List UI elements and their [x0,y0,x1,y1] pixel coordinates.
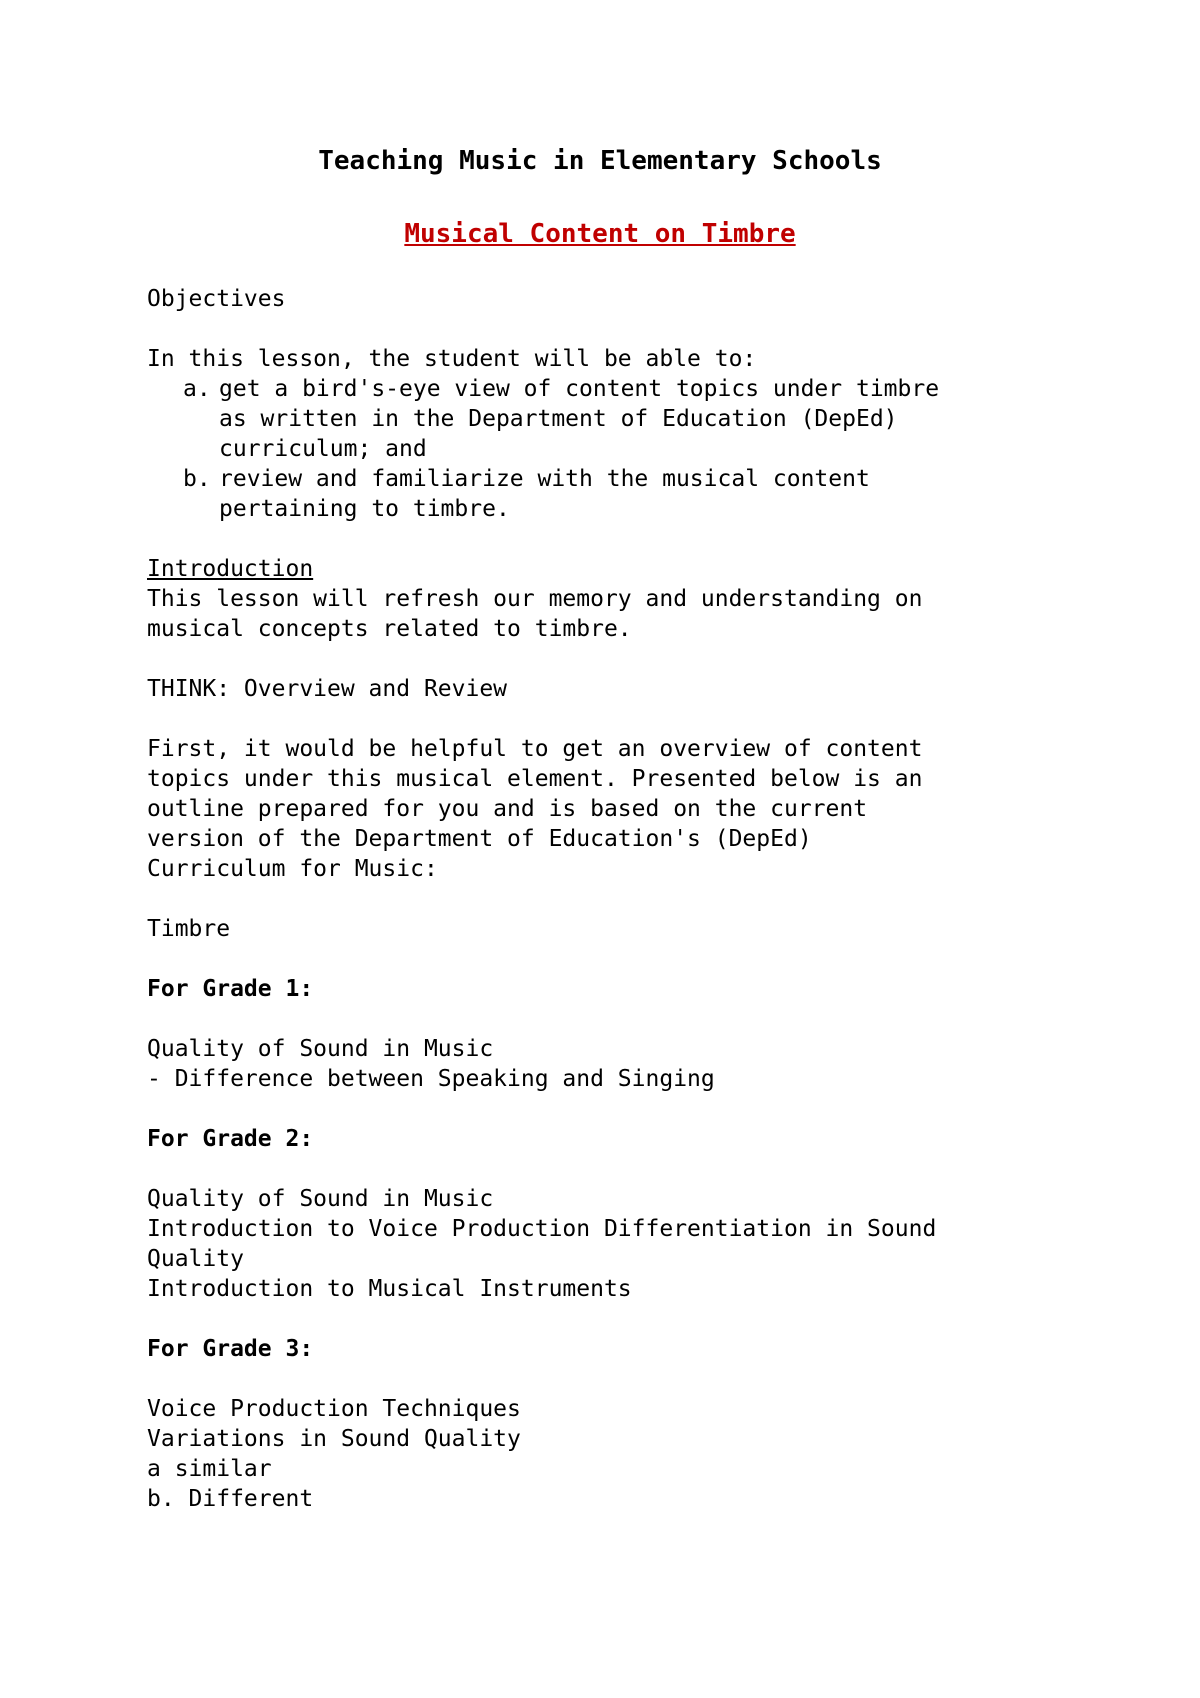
grade-2-line-1: Quality of Sound in Music [147,1186,494,1212]
grade-3-line-2: Variations in Sound Quality [147,1426,521,1452]
objective-a-line-3: curriculum; and [219,436,427,462]
objective-a-marker: a. [183,376,211,402]
objectives-intro: In this lesson, the student will be able to: [147,346,757,372]
grade-3-line-3: a similar [147,1456,272,1482]
grade-2-heading: For Grade 2: [147,1126,314,1152]
overview-line-4: version of the Department of Education's (DepEd) [147,826,812,852]
grade-2-line-2: Introduction to Voice Production Differentiation in Sound [147,1216,937,1242]
overview-line-3: outline prepared for you and is based on the current [147,796,868,822]
grade-1-line-1: Quality of Sound in Music [147,1036,494,1062]
grade-1-heading: For Grade 1: [147,976,314,1002]
grade-3-line-4: b. Different [147,1486,314,1512]
think-heading: THINK: Overview and Review [147,676,508,702]
document-subtitle: Musical Content on Timbre [404,219,796,249]
introduction-heading: Introduction [147,556,314,582]
element-label: Timbre [147,916,231,942]
document-title: Teaching Music in Elementary Schools [318,146,882,176]
objective-b-line-2: pertaining to timbre. [219,496,510,522]
objective-b-line-1: review and familiarize with the musical content [219,466,870,492]
overview-line-1: First, it would be helpful to get an overview of content [147,736,923,762]
objective-b-marker: b. [183,466,211,492]
objective-a-line-1: get a bird's-eye view of content topics under timbre [219,376,940,402]
grade-3-line-1: Voice Production Techniques [147,1396,521,1422]
overview-line-5: Curriculum for Music: [147,856,438,882]
grade-1-line-2: - Difference between Speaking and Singing [147,1066,715,1092]
objectives-heading: Objectives [147,286,286,312]
grade-2-line-4: Introduction to Musical Instruments [147,1276,632,1302]
introduction-line-1: This lesson will refresh our memory and understanding on [147,586,923,612]
overview-line-2: topics under this musical element. Presented below is an [147,766,923,792]
grade-3-heading: For Grade 3: [147,1336,314,1362]
grade-2-line-3: Quality [147,1246,244,1272]
introduction-line-2: musical concepts related to timbre. [147,616,632,642]
objective-a-line-2: as written in the Department of Education (DepEd) [219,406,898,432]
